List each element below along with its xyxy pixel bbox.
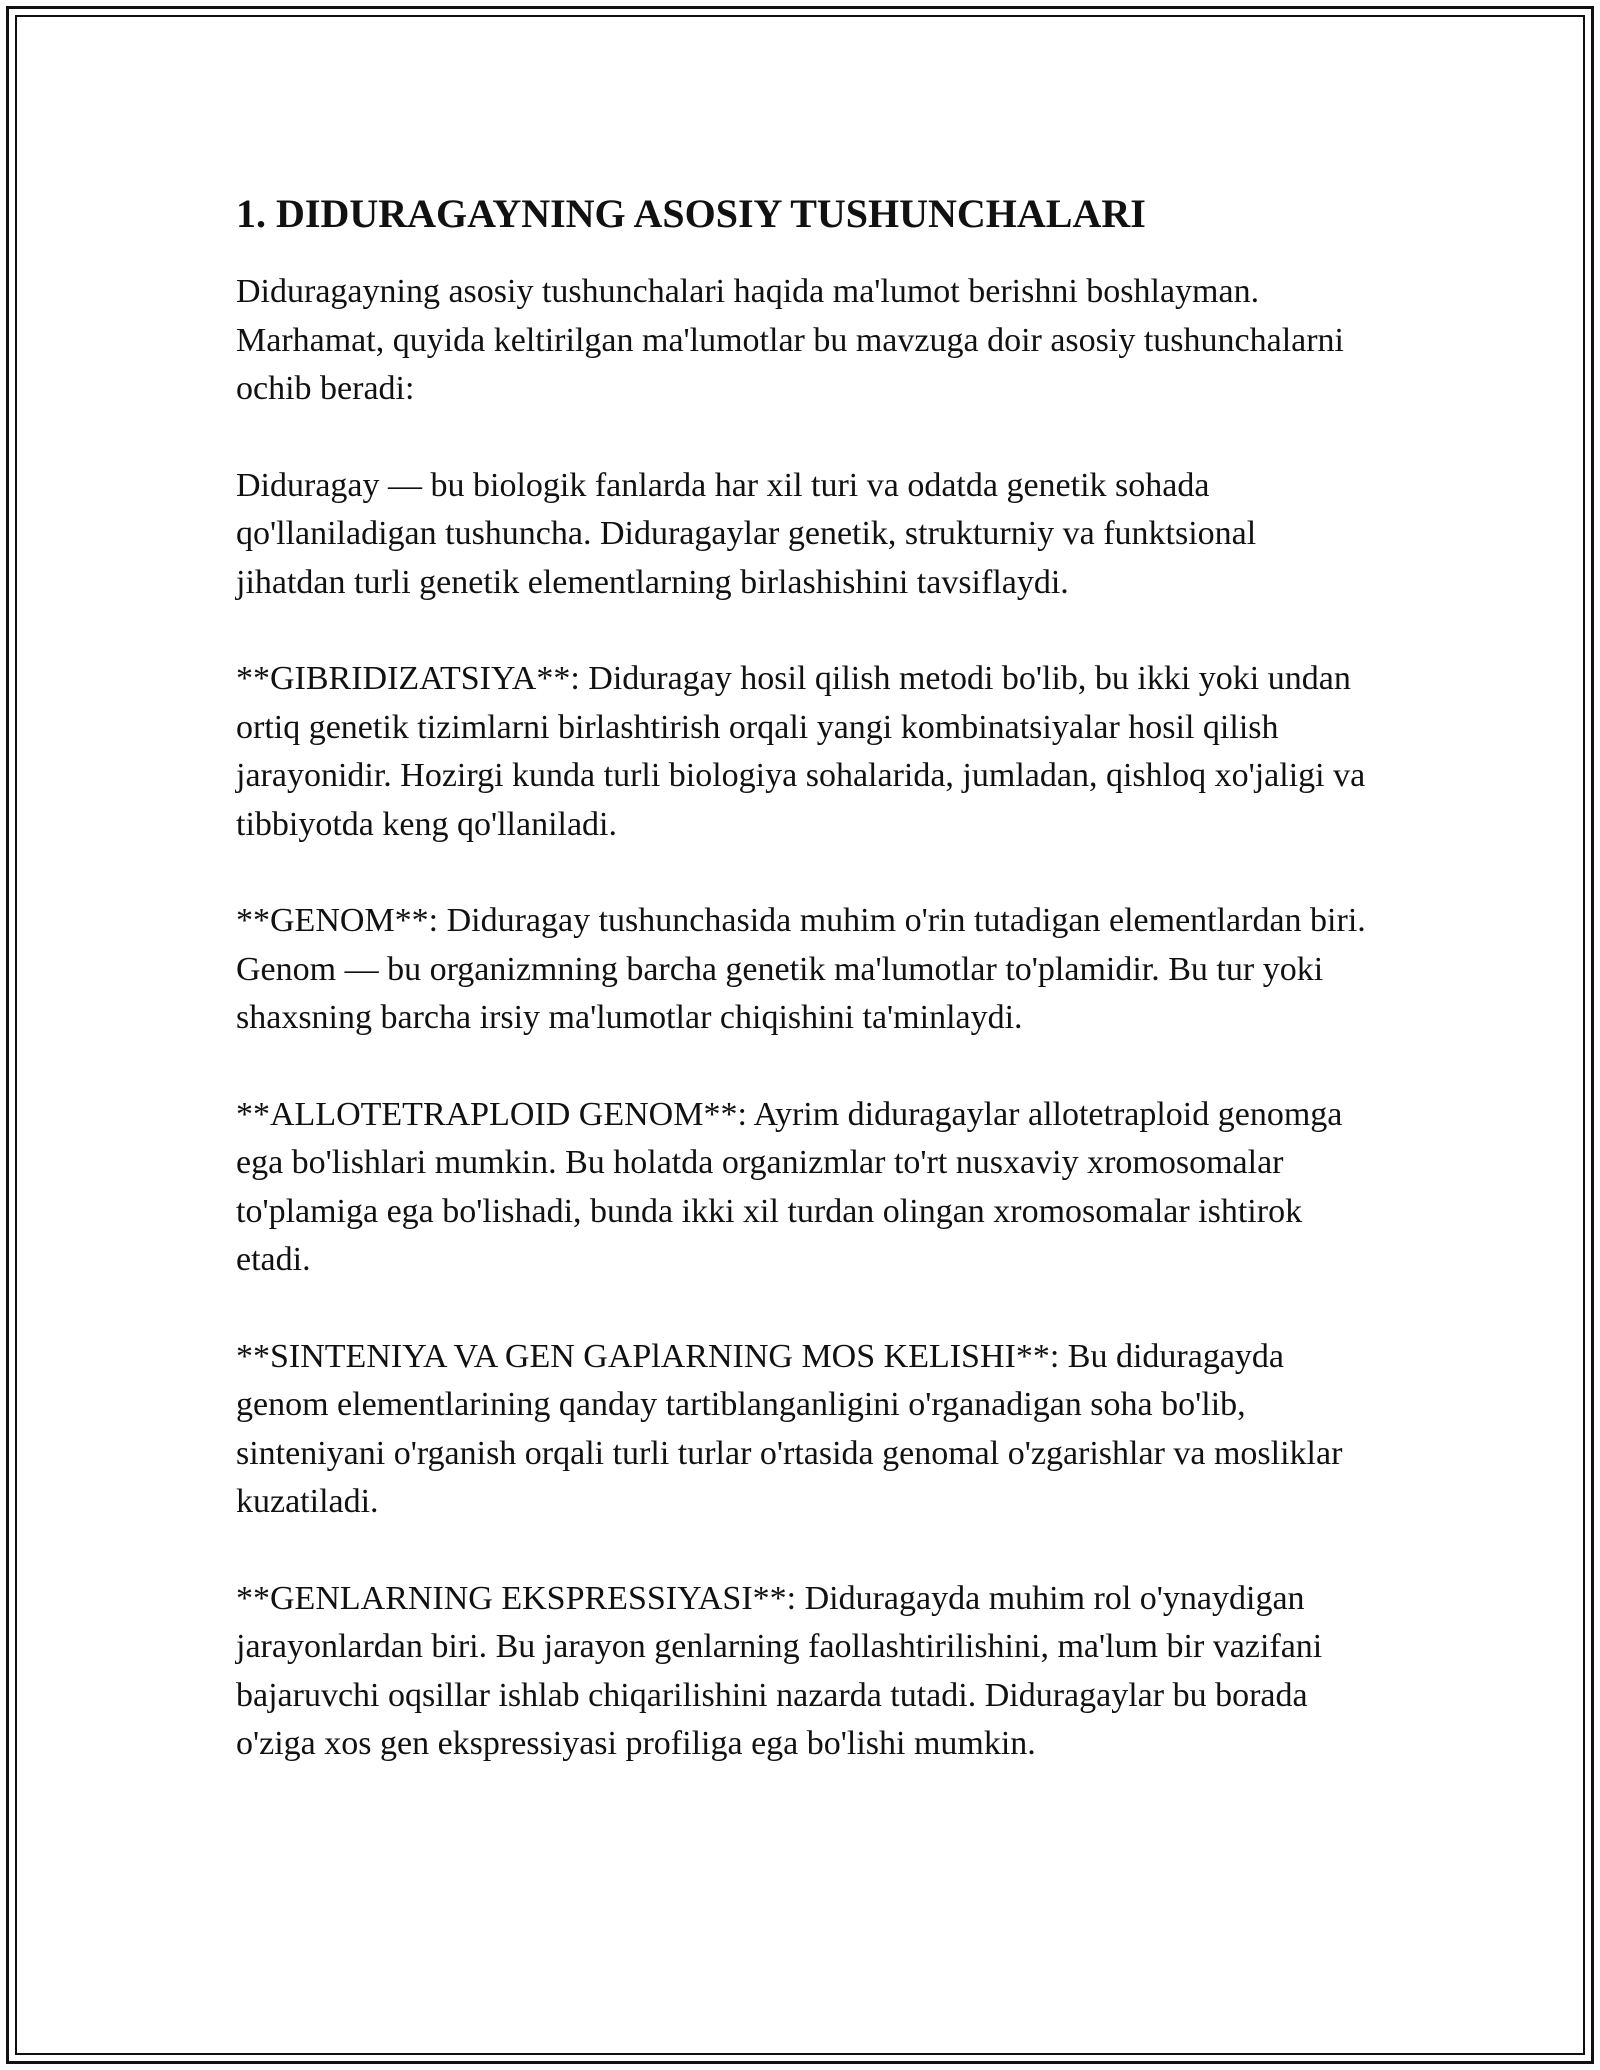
document-body bbox=[236, 186, 1366, 1817]
paragraph-sinteniya: **SINTENIYA VA GEN GAPlARNING MOS KELISHI**: Bu diduragayda genom elementlarining qanday tartiblanganligini o'rganadigan soha bo'lib, sinteniyani o'rganish orqali turli turlar o'rtasida genomal o'zgarishlar va mosliklar kuzatiladi. bbox=[236, 1337, 1343, 1520]
paragraph-intro: Diduragayning asosiy tushunchalari haqida ma'lumot berishni boshlayman. Marhamat, quyida keltirilgan ma'lumotlar bu mavzuga doir asosiy tushunchalarni ochib beradi: bbox=[236, 273, 1345, 407]
page-title: 1. DIDURAGAYNING ASOSIY TUSHUNCHALARI bbox=[236, 191, 1146, 236]
paragraph-genom: **GENOM**: Diduragay tushunchasida muhim o'rin tutadigan elementlardan biri. Genom — bu organizmning barcha genetik ma'lumotlar to'plamidir. Bu tur yoki shaxsning barcha irsiy ma'lumotlar chiqishini ta'minlaydi. bbox=[236, 902, 1366, 1036]
paragraph-allotetraploid: **ALLOTETRAPLOID GENOM**: Ayrim diduragaylar allotetraploid genomga ega bo'lishlari mumkin. Bu holatda organizmlar to'rt nusxaviy xromosomalar to'plamiga ega bo'lishadi, bunda ikki xil turdan olingan xromosomalar ishtirok etadi. bbox=[236, 1095, 1343, 1278]
paragraph-gibridizatsiya: **GIBRIDIZATSIYA**: Diduragay hosil qilish metodi bo'lib, bu ikki yoki undan ortiq genetik tizimlarni birlashtirish orqali yangi kombinatsiyalar hosil qilish jarayonidir. Hozirgi kunda turli biologiya sohalarida, jumladan, qishloq xo'jaligi va tibbiyotda keng qo'llaniladi. bbox=[236, 660, 1366, 843]
paragraph-definition: Diduragay — bu biologik fanlarda har xil turi va odatda genetik sohada qo'llaniladigan tushuncha. Diduragaylar genetik, strukturniy va funktsional jihatdan turli genetik elementlarning birlashishini tavsiflaydi. bbox=[236, 466, 1257, 601]
paragraph-ekspressiya: **GENLARNING EKSPRESSIYASI**: Diduragayda muhim rol o'ynaydigan jarayonlardan biri. Bu jarayon genlarning faollashtirilishini, ma'lum bir vazifani bajaruvchi oqsillar ishlab chiqarilishini nazarda tutadi. Diduragaylar bu borada o'ziga xos gen ekspressiyasi profiliga ega bo'lishi mumkin. bbox=[236, 1579, 1323, 1762]
